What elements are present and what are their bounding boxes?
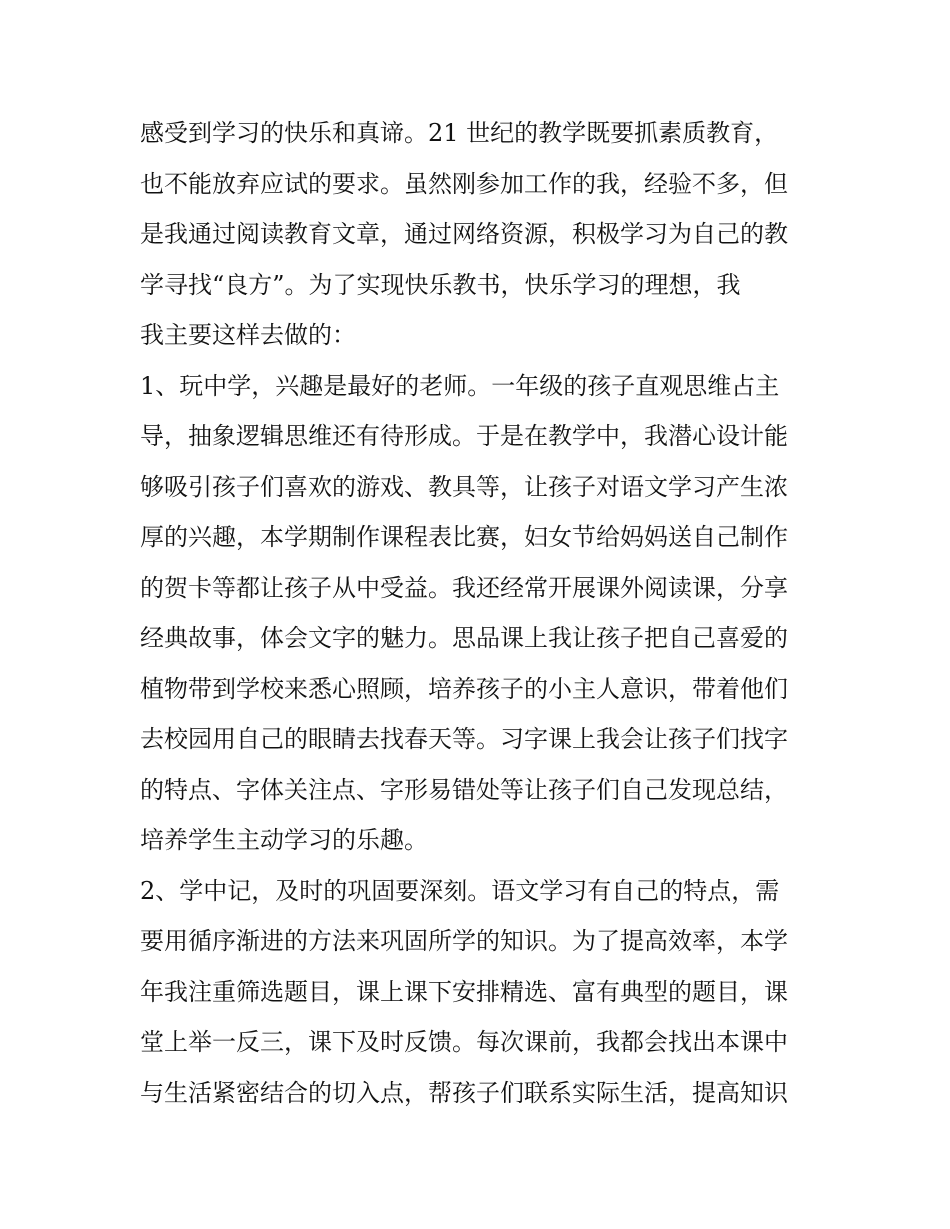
text-line: 也不能放弃应试的要求。虽然刚参加工作的我，经验不多，但 <box>140 169 788 198</box>
text-line: 够吸引孩子们喜欢的游戏、教具等，让孩子对语文学习产生浓 <box>140 472 788 501</box>
text-line: 1、玩中学，兴趣是最好的老师。一年级的孩子直观思维占主 <box>140 371 780 400</box>
body-text <box>140 108 820 1118</box>
text-line: 是我通过阅读教育文章，通过网络资源，积极学习为自己的教 <box>140 220 788 248</box>
text-line: 经典故事，体会文字的魅力。思品课上我让孩子把自己喜爱的 <box>140 624 788 652</box>
text-line: 学寻找“良方”。为了实现快乐教书，快乐学习的理想，我 <box>140 270 741 299</box>
text-line: 的特点、字体关注点、字形易错处等让孩子们自己发现总结， <box>140 775 788 804</box>
text-line: 我主要这样去做的： <box>140 321 356 349</box>
text-line: 与生活紧密结合的切入点，帮孩子们联系实际生活，提高知识 <box>140 1078 788 1107</box>
text-line: 堂上举一反三，课下及时反馈。每次课前，我都会找出本课中 <box>140 1028 788 1056</box>
text-line: 导，抽象逻辑思维还有待形成。于是在教学中，我潜心设计能 <box>140 422 788 450</box>
text-line: 感受到学习的快乐和真谛。21 世纪的教学既要抓素质教育， <box>140 119 779 147</box>
text-line: 2、学中记，及时的巩固要深刻。语文学习有自己的特点，需 <box>140 876 780 905</box>
text-line: 年我注重筛选题目，课上课下安排精选、富有典型的题目，课 <box>140 977 788 1006</box>
text-line: 厚的兴趣，本学期制作课程表比赛，妇女节给妈妈送自己制作 <box>140 523 788 551</box>
text-line: 培养学生主动学习的乐趣。 <box>140 826 428 854</box>
text-line: 要用循序渐进的方法来巩固所学的知识。为了提高效率，本学 <box>140 927 788 955</box>
text-line: 植物带到学校来悉心照顾，培养孩子的小主人意识，带着他们 <box>140 674 788 703</box>
text-line: 去校园用自己的眼睛去找春天等。习字课上我会让孩子们找字 <box>140 725 788 753</box>
text-line: 的贺卡等都让孩子从中受益。我还经常开展课外阅读课，分享 <box>140 573 788 602</box>
